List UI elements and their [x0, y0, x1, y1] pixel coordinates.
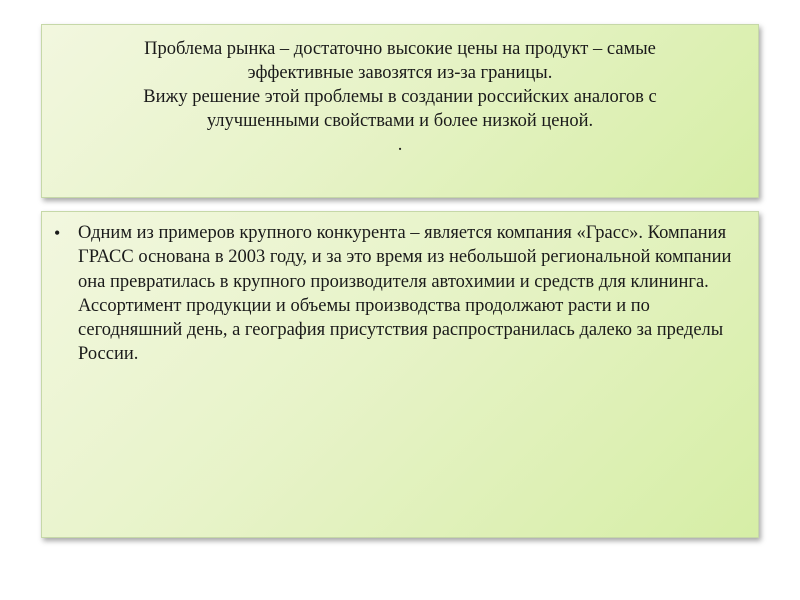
bullet-icon: • [54, 223, 61, 243]
title-line-4: улучшенными свойствами и более низкой ценой. [206, 111, 594, 131]
content-text-box [41, 211, 759, 538]
title-line-2: эффективные завозятся из-за границы. [247, 63, 553, 83]
bullet-text: Одним из примеров крупного конкурента – является компания «Грасс». Компания ГРАСС основана в 2003 году, и за это время из небольшой региональной компании она превратилась в крупного производителя автохимии и средств для клининга. Ассортимент продукции и объемы производства продолжают расти и по сегодняшний день, а география присутствия распространилась далеко за пределы России. [78, 223, 732, 365]
title-line-3: Вижу решение этой проблемы в создании российских аналогов с [143, 87, 657, 107]
title-text-box [41, 24, 759, 198]
title-line-1: Проблема рынка – достаточно высокие цены на продукт – самые [144, 39, 656, 59]
bullet-item [54, 221, 738, 367]
title-line-5: . [397, 135, 403, 155]
